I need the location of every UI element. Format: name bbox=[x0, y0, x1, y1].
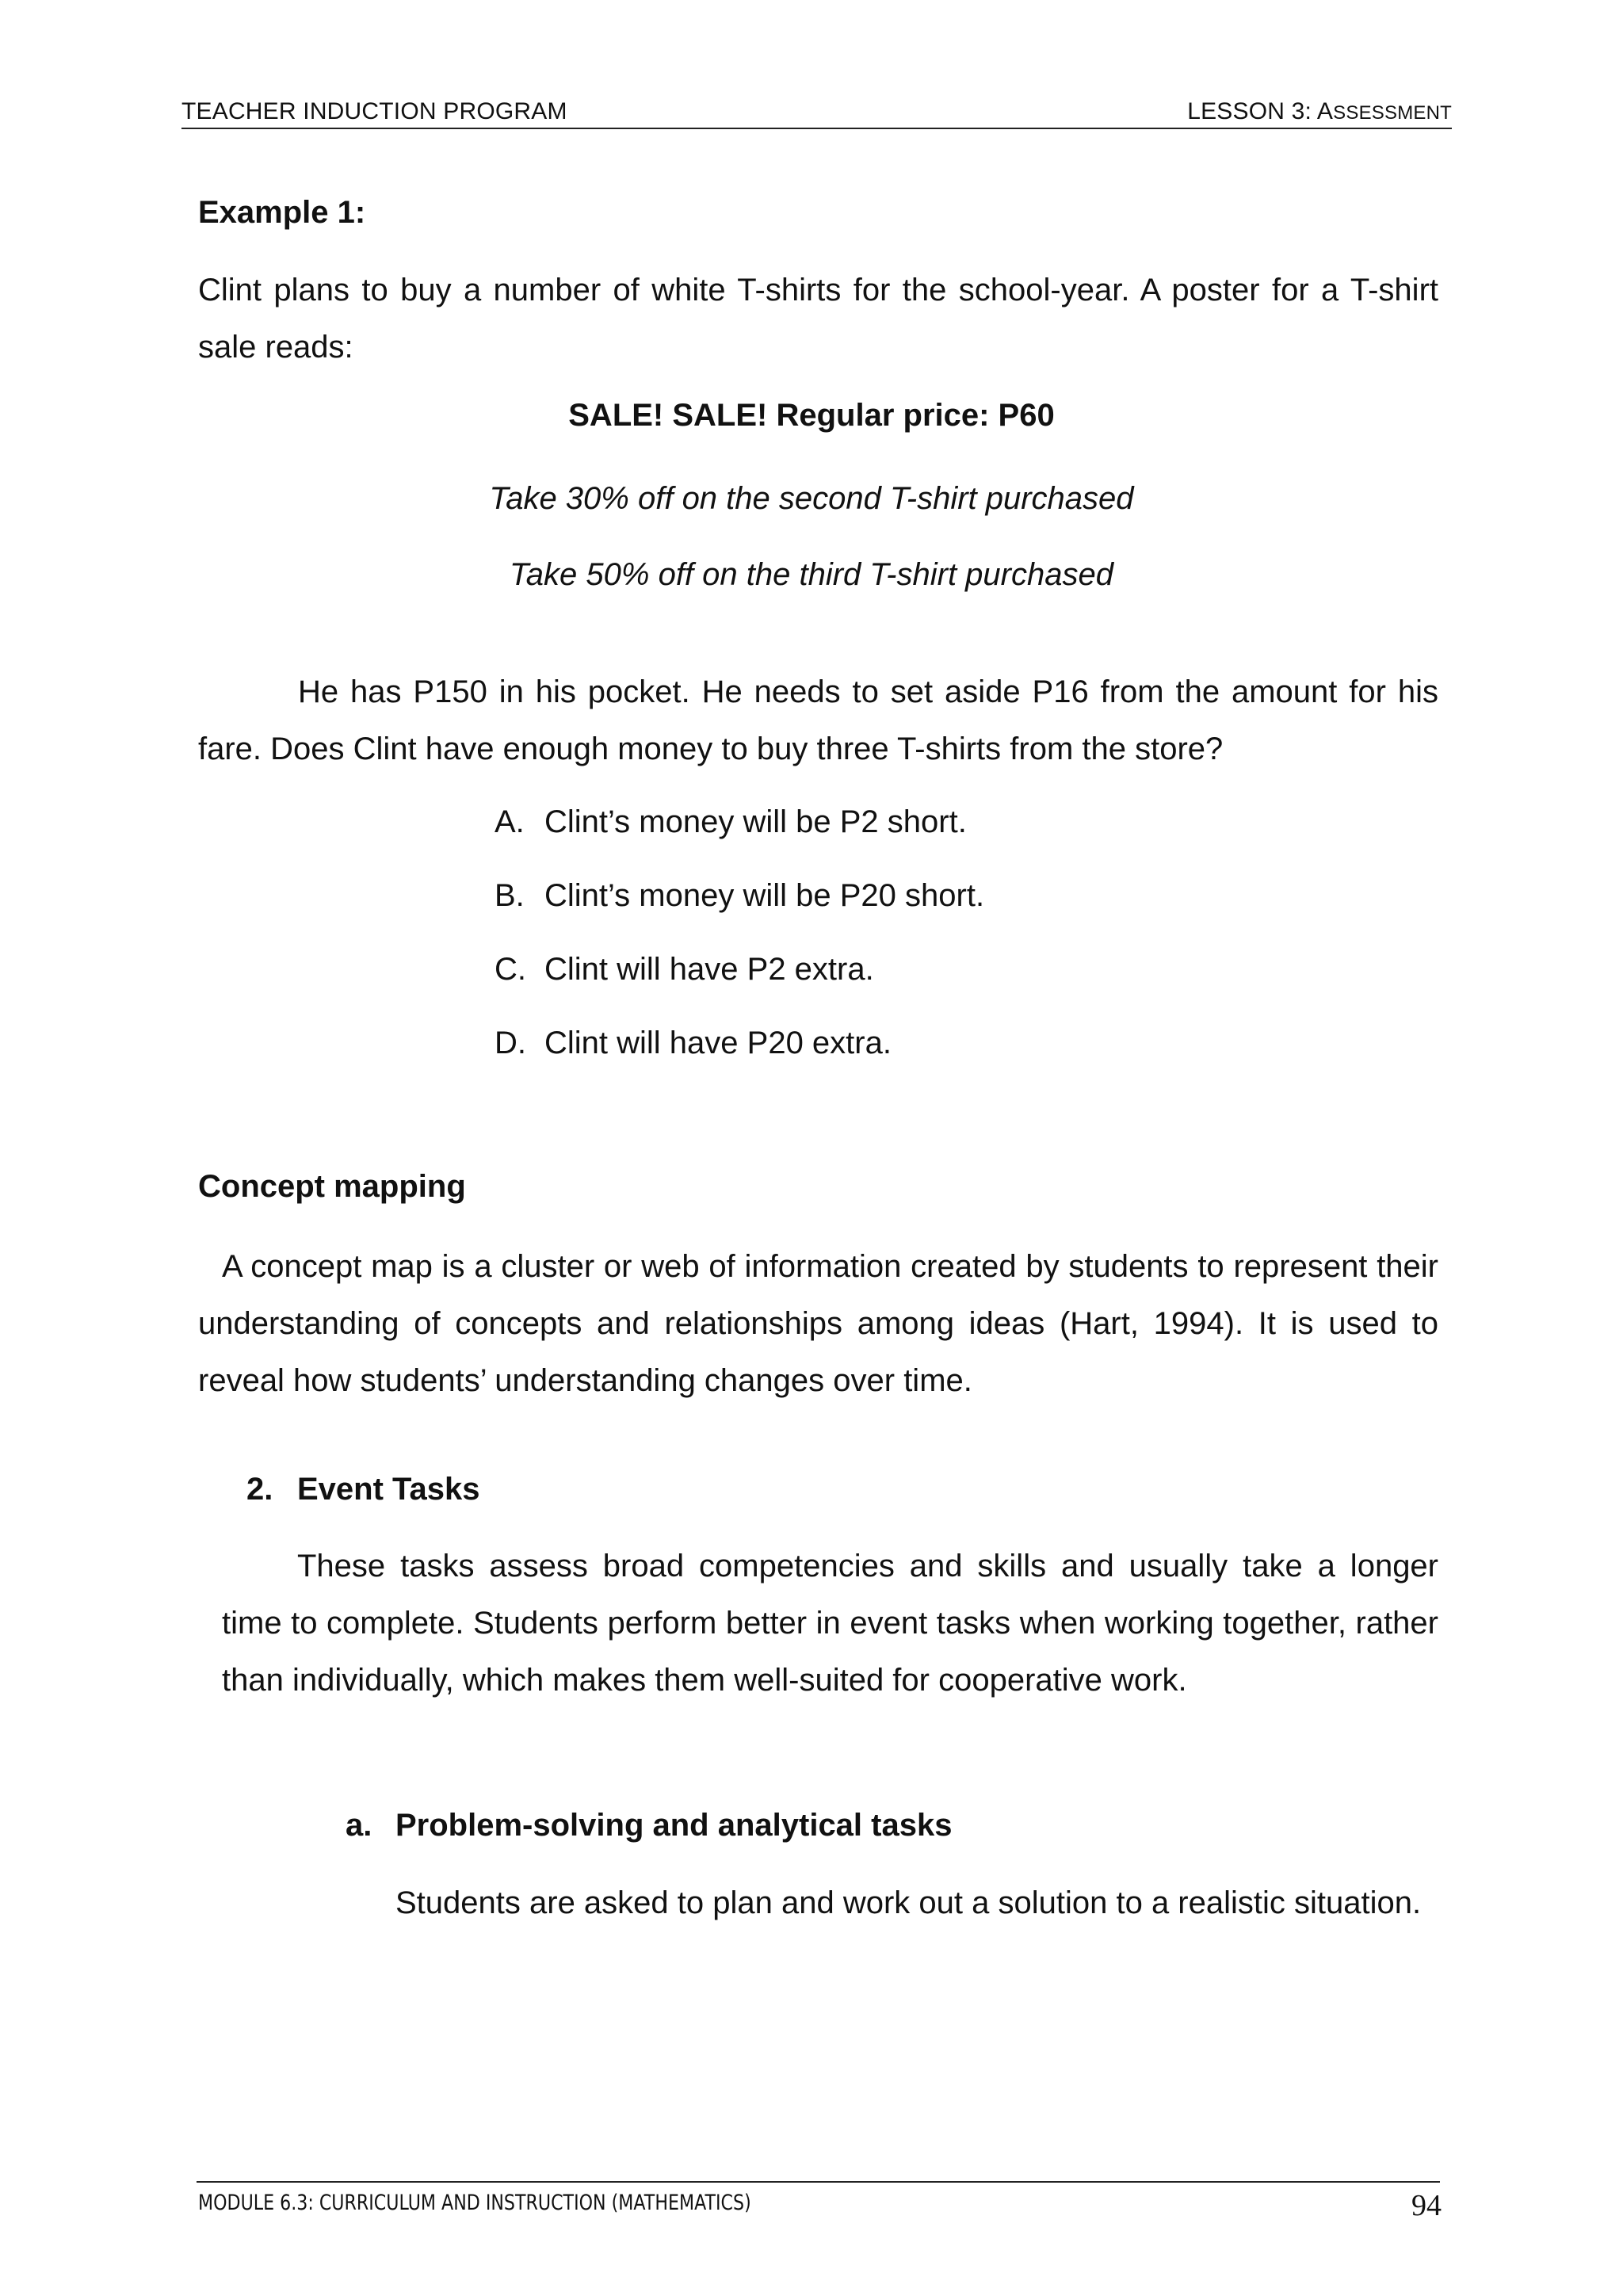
sale-poster-line-1: Take 30% off on the second T-shirt purchased bbox=[489, 481, 1134, 516]
problem-solving-body: Students are asked to plan and work out a solution to a realistic situation. bbox=[395, 1885, 1422, 1920]
event-tasks-heading: Event Tasks bbox=[297, 1472, 480, 1507]
answer-choice bbox=[495, 867, 984, 941]
header-rule bbox=[181, 128, 1452, 129]
choice-text: Clint will have P2 extra. bbox=[544, 952, 874, 987]
choice-text: Clint will have P20 extra. bbox=[544, 1026, 892, 1060]
example-title: Example 1: bbox=[198, 195, 366, 230]
event-tasks-body: These tasks assess broad competencies and skills and usually take a longer time to complete. Students perform better in event tasks when working together, rather than individually, which makes them well-suited for cooperative work. bbox=[222, 1549, 1438, 1698]
page-number: 94 bbox=[1411, 2189, 1442, 2222]
choice-letter: C. bbox=[495, 952, 526, 987]
footer-rule bbox=[197, 2181, 1440, 2183]
example-intro: Clint plans to buy a number of white T-shirts for the school-year. A poster for a T-shirt sale reads: bbox=[198, 273, 1438, 365]
example-question: He has P150 in his pocket. He needs to set aside P16 from the amount for his fare. Does Clint have enough money to buy three T-shirts from the store? bbox=[198, 674, 1438, 766]
event-tasks-number: 2. bbox=[246, 1472, 273, 1507]
running-header-left: TEACHER INDUCTION PROGRAM bbox=[181, 98, 567, 124]
problem-solving-letter: a. bbox=[346, 1808, 372, 1843]
concept-mapping-body: A concept map is a cluster or web of information created by students to represent their understanding of concepts and relationships among ideas (Hart, 1994). It is used to reveal how students’ understanding changes over time. bbox=[198, 1249, 1438, 1398]
answer-choices bbox=[495, 793, 984, 1088]
running-header-right-rest: SSESSMENT bbox=[1333, 102, 1452, 124]
choice-letter: D. bbox=[495, 1026, 526, 1060]
running-header-right bbox=[1187, 98, 1452, 125]
answer-choice bbox=[495, 793, 984, 867]
answer-choice bbox=[495, 1014, 984, 1088]
concept-mapping-heading: Concept mapping bbox=[198, 1169, 466, 1204]
choice-text: Clint’s money will be P20 short. bbox=[544, 878, 985, 913]
choice-letter: A. bbox=[495, 804, 525, 839]
choice-letter: B. bbox=[495, 878, 525, 913]
sale-poster-title: SALE! SALE! Regular price: P60 bbox=[568, 398, 1055, 433]
running-footer-module: MODULE 6.3: CURRICULUM AND INSTRUCTION (MATHEMATICS) bbox=[198, 2191, 751, 2215]
answer-choice bbox=[495, 941, 984, 1014]
problem-solving-heading: Problem-solving and analytical tasks bbox=[395, 1808, 953, 1843]
running-header-right-prefix: LESSON 3: A bbox=[1187, 98, 1334, 124]
sale-poster-line-2: Take 50% off on the third T-shirt purchased bbox=[510, 557, 1113, 592]
choice-text: Clint’s money will be P2 short. bbox=[544, 804, 967, 839]
